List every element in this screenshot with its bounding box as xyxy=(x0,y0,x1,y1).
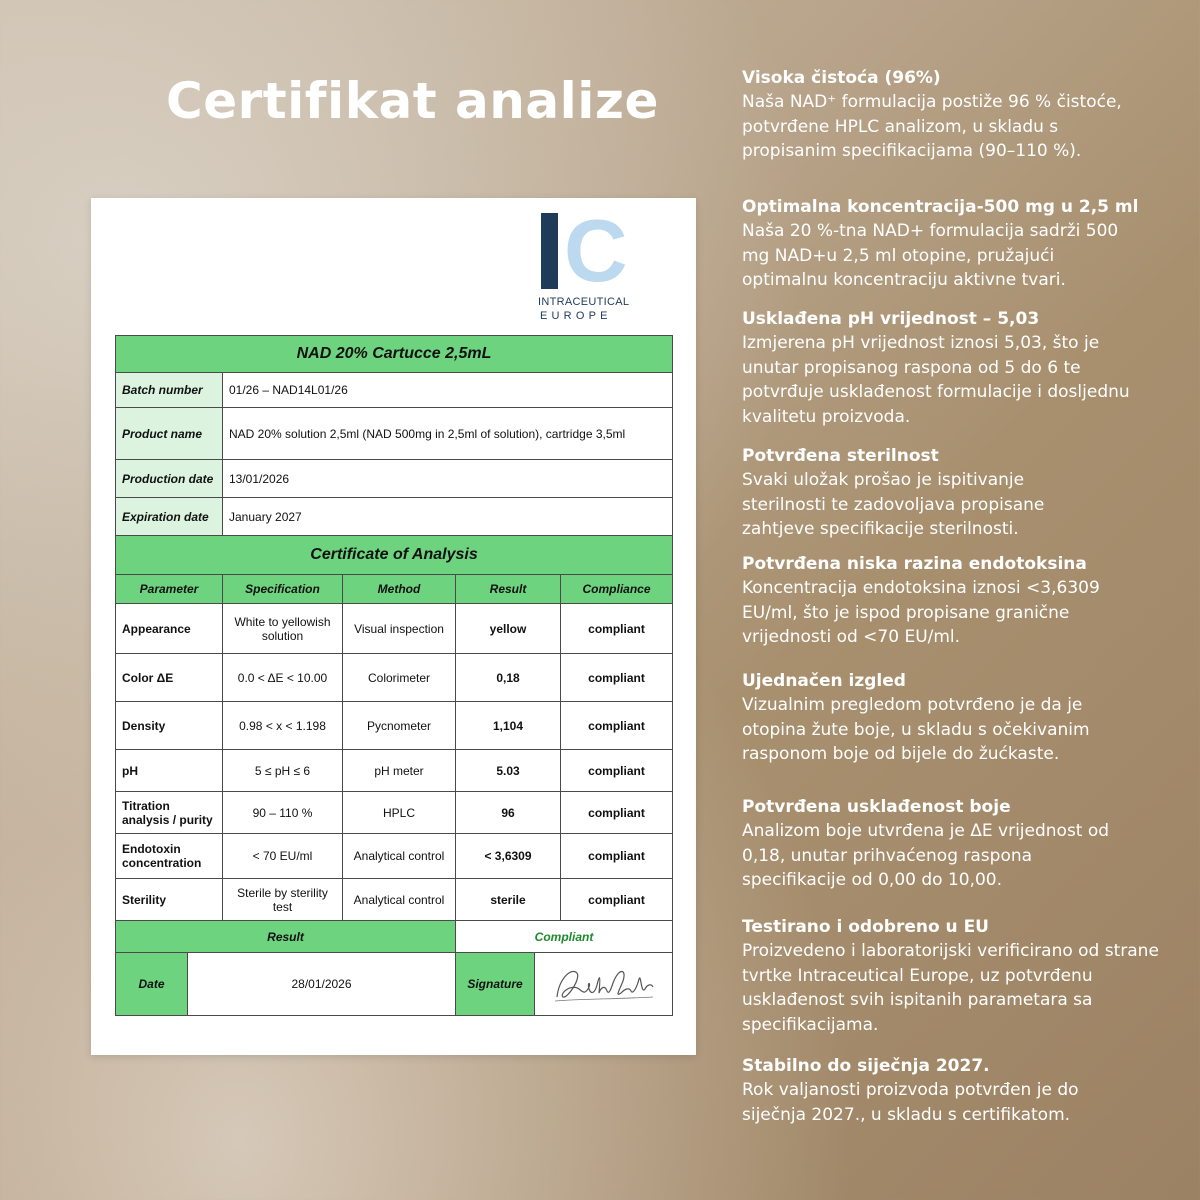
benefit-title: Testirano i odobreno u EU xyxy=(742,917,989,937)
analysis-header-row xyxy=(116,575,673,604)
method-cell: Pycnometer xyxy=(343,702,456,750)
benefit-title: Potvrđena usklađenost boje xyxy=(742,797,1011,817)
benefit-title: Potvrđena niska razina endotoksina xyxy=(742,554,1087,574)
signature-label: Signature xyxy=(456,953,535,1015)
result-row xyxy=(116,921,673,953)
benefit-title: Ujednačen izgled xyxy=(742,671,906,691)
method-cell: Analytical control xyxy=(343,879,456,921)
compliance-cell: compliant xyxy=(561,750,673,792)
benefit-title: Stabilno do siječnja 2027. xyxy=(742,1056,990,1076)
column-header: Method xyxy=(343,575,456,604)
benefit-text: Svaki uložak prošao je ispitivanje sterilnosti te zadovoljava propisane zahtjeve specifikacije sterilnosti. xyxy=(742,470,1045,539)
benefit-section xyxy=(742,66,1200,164)
column-header: Specification xyxy=(223,575,343,604)
benefit-text: Naša NAD⁺ formulacija postiže 96 % čistoće, potvrđene HPLC analizom, u skladu s propisanim specifikacijama (90–110 %). xyxy=(742,92,1122,161)
method-cell: pH meter xyxy=(343,750,456,792)
info-value: 01/26 – NAD14L01/26 xyxy=(223,373,673,408)
benefit-text: Koncentracija endotoksina iznosi <3,6309 EU/ml, što je ispod propisane granične vrijednosti od <70 EU/ml. xyxy=(742,578,1100,647)
signature-row xyxy=(116,953,673,1016)
param-cell: Sterility xyxy=(116,879,223,921)
benefit-title: Usklađena pH vrijednost – 5,03 xyxy=(742,309,1040,329)
certificate-table xyxy=(115,335,673,1016)
benefit-text: Proizvedeno i laboratorijski verificirano od strane tvrtke Intraceutical Europe, uz potvrđenu usklađenost svih ispitanih parametara sa specifikacijama. xyxy=(742,941,1159,1035)
info-label: Production date xyxy=(116,460,223,498)
date-label: Date xyxy=(116,953,188,1015)
result-value: Compliant xyxy=(456,921,673,953)
compliance-cell: compliant xyxy=(561,702,673,750)
compliance-cell: compliant xyxy=(561,879,673,921)
benefit-title: Potvrđena sterilnost xyxy=(742,446,939,466)
benefit-section xyxy=(742,444,1200,542)
spec-cell: White to yellowish solution xyxy=(223,604,343,654)
column-header: Parameter xyxy=(116,575,223,604)
method-cell: Analytical control xyxy=(343,834,456,879)
signature-image xyxy=(535,953,672,1015)
result-cell: 96 xyxy=(456,792,561,834)
benefit-title: Visoka čistoća (96%) xyxy=(742,68,941,88)
spec-cell: 0.0 < ΔE < 10.00 xyxy=(223,654,343,702)
info-row xyxy=(116,498,673,536)
info-value: NAD 20% solution 2,5ml (NAD 500mg in 2,5ml of solution), cartridge 3,5ml xyxy=(223,408,673,460)
certificate-document xyxy=(91,198,696,1055)
result-cell: 5.03 xyxy=(456,750,561,792)
benefit-section xyxy=(742,795,1200,893)
method-cell: Colorimeter xyxy=(343,654,456,702)
table-row xyxy=(116,654,673,702)
info-row xyxy=(116,373,673,408)
page-title: Certifikat analize xyxy=(166,72,659,130)
benefit-section xyxy=(742,195,1200,293)
spec-cell: < 70 EU/ml xyxy=(223,834,343,879)
param-cell: Titration analysis / purity xyxy=(116,792,223,834)
method-cell: HPLC xyxy=(343,792,456,834)
param-cell: Color ΔE xyxy=(116,654,223,702)
compliance-cell: compliant xyxy=(561,654,673,702)
spec-cell: 0.98 < x < 1.198 xyxy=(223,702,343,750)
table-row xyxy=(116,750,673,792)
info-label: Expiration date xyxy=(116,498,223,536)
info-row xyxy=(116,460,673,498)
benefit-text: Izmjerena pH vrijednost iznosi 5,03, što je unutar propisanog raspona od 5 do 6 te potvrđuje usklađenost formulacije i dosljednu kvalitetu proizvoda. xyxy=(742,333,1130,427)
result-cell: sterile xyxy=(456,879,561,921)
benefit-text: Naša 20 %-tna NAD+ formulacija sadrži 500 mg NAD+u 2,5 ml otopine, pružajući optimalnu koncentraciju aktivne tvari. xyxy=(742,221,1119,290)
benefit-section xyxy=(742,552,1200,650)
spec-cell: Sterile by sterility test xyxy=(223,879,343,921)
param-cell: pH xyxy=(116,750,223,792)
logo-i-mark xyxy=(541,213,558,289)
benefit-section xyxy=(742,915,1200,1037)
product-banner: NAD 20% Cartucce 2,5mL xyxy=(116,336,673,373)
compliance-cell: compliant xyxy=(561,604,673,654)
spec-cell: 5 ≤ pH ≤ 6 xyxy=(223,750,343,792)
compliance-cell: compliant xyxy=(561,792,673,834)
table-row xyxy=(116,604,673,654)
compliance-cell: compliant xyxy=(561,834,673,879)
param-cell: Appearance xyxy=(116,604,223,654)
benefit-text: Analizom boje utvrđena je ΔE vrijednost od 0,18, unutar prihvaćenog raspona specifikacije od 0,00 do 10,00. xyxy=(742,821,1110,890)
result-cell: 1,104 xyxy=(456,702,561,750)
benefit-text: Rok valjanosti proizvoda potvrđen je do siječnja 2027., u skladu s certifikatom. xyxy=(742,1080,1079,1125)
benefit-section xyxy=(742,307,1200,429)
table-row xyxy=(116,834,673,879)
column-header: Result xyxy=(456,575,561,604)
info-value: January 2027 xyxy=(223,498,673,536)
company-logo xyxy=(538,201,638,325)
date-value: 28/01/2026 xyxy=(291,977,352,991)
table-row xyxy=(116,702,673,750)
benefit-text: Vizualnim pregledom potvrđeno je da je otopina žute boje, u skladu s očekivanim rasponom boje od bijele do žućkaste. xyxy=(742,695,1090,764)
info-value: 13/01/2026 xyxy=(223,460,673,498)
info-label: Batch number xyxy=(116,373,223,408)
analysis-banner: Certificate of Analysis xyxy=(116,536,673,575)
table-row xyxy=(116,879,673,921)
logo-c-mark: C xyxy=(564,201,628,300)
param-cell: Endotoxin concentration xyxy=(116,834,223,879)
result-cell: yellow xyxy=(456,604,561,654)
result-cell: < 3,6309 xyxy=(456,834,561,879)
param-cell: Density xyxy=(116,702,223,750)
logo-brand-region: EUROPE xyxy=(540,310,612,322)
result-label: Result xyxy=(116,921,456,953)
result-cell: 0,18 xyxy=(456,654,561,702)
info-label: Product name xyxy=(116,408,223,460)
benefit-section xyxy=(742,669,1200,767)
table-row xyxy=(116,792,673,834)
logo-brand-name: INTRACEUTICAL xyxy=(538,296,630,308)
spec-cell: 90 – 110 % xyxy=(223,792,343,834)
method-cell: Visual inspection xyxy=(343,604,456,654)
column-header: Compliance xyxy=(561,575,673,604)
info-row xyxy=(116,408,673,460)
benefit-section xyxy=(742,1054,1200,1127)
benefit-title: Optimalna koncentracija-500 mg u 2,5 ml xyxy=(742,197,1139,217)
